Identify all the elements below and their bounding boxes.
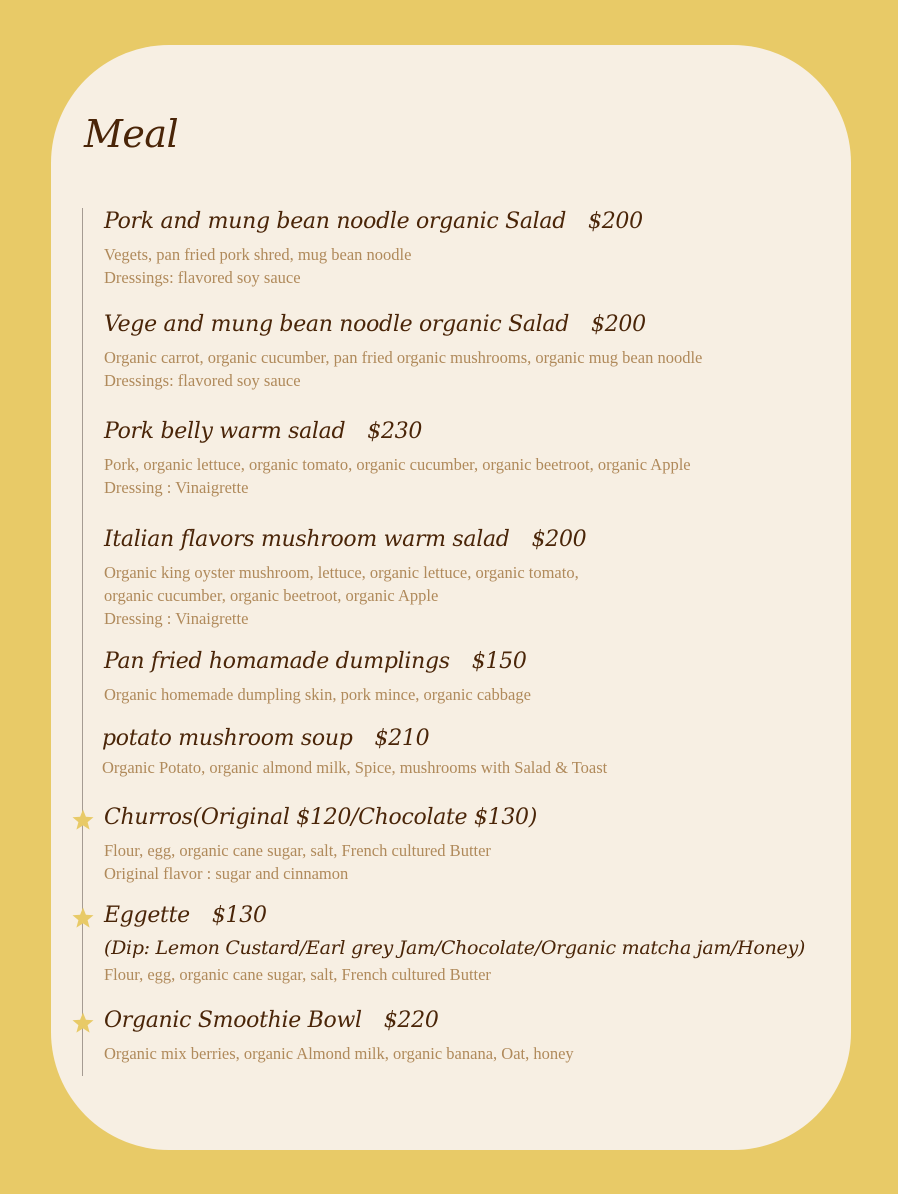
item-heading <box>104 208 643 236</box>
item-description: Original flavor : sugar and cinnamon <box>104 864 349 883</box>
item-price: $230 <box>367 419 423 444</box>
item-dip-options: (Dip: Lemon Custard/Earl grey Jam/Chocolate/Organic matcha jam/Honey) <box>104 937 805 959</box>
item-name: Organic Smoothie Bowl <box>104 1008 362 1033</box>
menu-item <box>104 311 702 392</box>
item-description: Dressing : Vinaigrette <box>104 609 249 628</box>
item-description: Vegets, pan fried pork shred, mug bean noodle <box>104 245 412 264</box>
item-description: organic cucumber, organic beetroot, organic Apple <box>104 586 439 605</box>
item-description: Flour, egg, organic cane sugar, salt, French cultured Butter <box>104 965 491 984</box>
item-name: Pork belly warm salad <box>104 419 346 444</box>
star-icon <box>71 1011 95 1035</box>
item-description: Pork, organic lettuce, organic tomato, organic cucumber, organic beetroot, organic Apple <box>104 455 691 474</box>
item-name: Churros(Original $120/Chocolate $130) <box>104 805 538 830</box>
item-description: Organic king oyster mushroom, lettuce, organic lettuce, organic tomato, <box>104 563 579 582</box>
item-description: Dressing : Vinaigrette <box>104 478 249 497</box>
item-heading <box>104 418 691 446</box>
item-heading <box>104 526 586 554</box>
item-description: Organic Potato, organic almond milk, Spice, mushrooms with Salad & Toast <box>102 758 608 777</box>
item-price: $200 <box>591 312 646 337</box>
star-icon <box>71 906 95 930</box>
star-icon <box>71 808 95 832</box>
item-heading <box>104 1007 574 1035</box>
item-description: Flour, egg, organic cane sugar, salt, French cultured Butter <box>104 841 491 860</box>
item-price: $150 <box>471 649 527 674</box>
menu-item <box>104 208 643 289</box>
item-description: Organic carrot, organic cucumber, pan fried organic mushrooms, organic mug bean noodle <box>104 348 703 367</box>
menu-item <box>104 804 537 885</box>
menu-item <box>102 725 607 779</box>
menu-title: Meal <box>84 112 179 156</box>
item-name: Italian flavors mushroom warm salad <box>104 527 510 552</box>
menu-item <box>104 902 805 986</box>
item-heading <box>104 311 702 339</box>
item-name: Eggette <box>104 903 190 928</box>
menu-item <box>104 1007 574 1065</box>
item-heading <box>104 648 531 676</box>
item-name: Pork and mung bean noodle organic Salad <box>104 209 567 234</box>
item-name: Pan fried homamade dumplings <box>104 649 450 674</box>
menu-item <box>104 526 586 630</box>
item-description: Organic homemade dumpling skin, pork mince, organic cabbage <box>104 685 531 704</box>
item-price: $220 <box>383 1008 439 1033</box>
item-price: $200 <box>588 209 643 234</box>
item-name: potato mushroom soup <box>102 726 353 751</box>
item-description: Dressings: flavored soy sauce <box>104 371 301 390</box>
item-heading <box>104 902 805 930</box>
item-price: $210 <box>374 726 430 751</box>
item-description: Dressings: flavored soy sauce <box>104 268 301 287</box>
timeline-rail <box>82 208 83 1076</box>
menu-item <box>104 648 531 706</box>
item-price: $200 <box>531 527 587 552</box>
item-heading <box>102 725 607 753</box>
item-price: $130 <box>211 903 267 928</box>
item-description: Organic mix berries, organic Almond milk, organic banana, Oat, honey <box>104 1044 574 1063</box>
item-heading <box>104 804 537 832</box>
menu-item <box>104 418 691 499</box>
item-name: Vege and mung bean noodle organic Salad <box>104 312 569 337</box>
